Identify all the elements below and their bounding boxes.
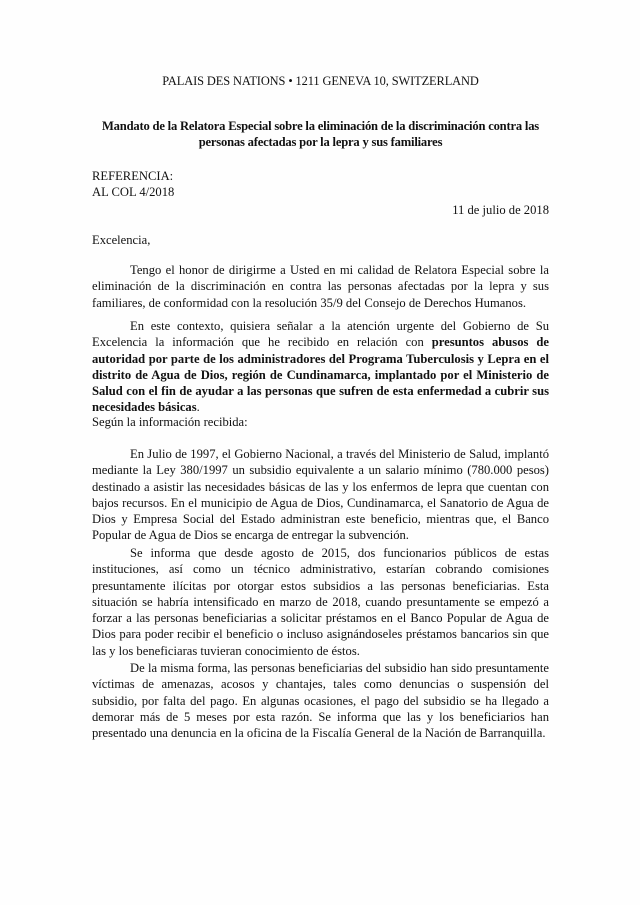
paragraph-text: De la misma forma, las personas beneficiarias del subsidio han sido presuntamente víctimas de amenazas, acosos y chantajes, tales como denuncias o suspensión del subsidio, por falta del pago. En algunas ocasiones, el pago del subsidio se ha llegado a demorar más de 5 meses por esta razón. Se informa que las y los beneficiarios han presentado una denuncia en la oficina de la Fiscalía General de la Nación de Barranquilla. [92,661,549,741]
paragraph-introduction [92,262,549,311]
reference-label: REFERENCIA: [92,169,174,183]
paragraph-emphasis: presuntos abusos de autoridad por parte de los administradores del Programa Tuberculosis y Lepra en el distrito de Agua de Dios, región de Cundinamarca, implantado por el Ministerio de Salud con el fin de ayudar a las personas que sufren de esta enfermedad a cubrir sus necesidades básicas [92,335,549,415]
paragraph-text: Tengo el honor de dirigirme a Usted en mi calidad de Relatora Especial sobre la eliminación de la discriminación en contra las personas afectadas por la lepra y sus familiares, de conformidad con la resolución 35/9 del Consejo de Derechos Humanos. [92,263,549,310]
paragraph-end: . [196,400,200,415]
lead-in: Según la información recibida: [92,415,248,429]
paragraph-context [92,318,549,416]
paragraph-background [92,446,549,544]
paragraph-text: En este contexto, quisiera señalar a la atención urgente del Gobierno de Su Excelencia la información que he recibido en relación con [92,319,549,350]
paragraph-threats [92,660,549,741]
address-header: PALAIS DES NATIONS • 1211 GENEVA 10, SWITZERLAND [162,74,479,88]
paragraph-text: Se informa que desde agosto de 2015, dos funcionarios públicos de estas instituciones, así como un técnico administrativo, estarían cobrando comisiones presuntamente ilícitas por otorgar estos subsidios a las personas beneficiarias. Esta situación se habría intensificado en marzo de 2018, cuando presuntamente se empezó a forzar a las personas beneficiarias a solicitar préstamos en el Banco Popular de Agua de Dios para poder recibir el beneficio o incluso asignándoseles préstamos bancarios sin que las y los beneficiaras tuvieran conocimiento de éstos. [92,546,549,658]
letter-date: 11 de julio de 2018 [452,203,549,217]
reference-block [92,168,174,200]
salutation: Excelencia, [92,233,151,247]
paragraph-text: En Julio de 1997, el Gobierno Nacional, a través del Ministerio de Salud, implantó mediante la Ley 380/1997 un subsidio equivalente a un salario mínimo (780.000 pesos) destinado a asistir las necesidades básicas de las y los enfermos de lepra que cuentan con bajos recursos. En el municipio de Agua de Dios, Cundinamarca, el Sanatorio de Agua de Dios y Empresa Social del Estado administran este beneficio, mientras que, el Banco Popular de Agua de Dios se encarga de entregar la subvención. [92,447,549,543]
paragraph-allegations [92,545,549,659]
reference-code: AL COL 4/2018 [92,185,175,199]
mandate-title: Mandato de la Relatora Especial sobre la eliminación de la discriminación contra las personas afectadas por la lepra y sus familiares [101,119,540,149]
